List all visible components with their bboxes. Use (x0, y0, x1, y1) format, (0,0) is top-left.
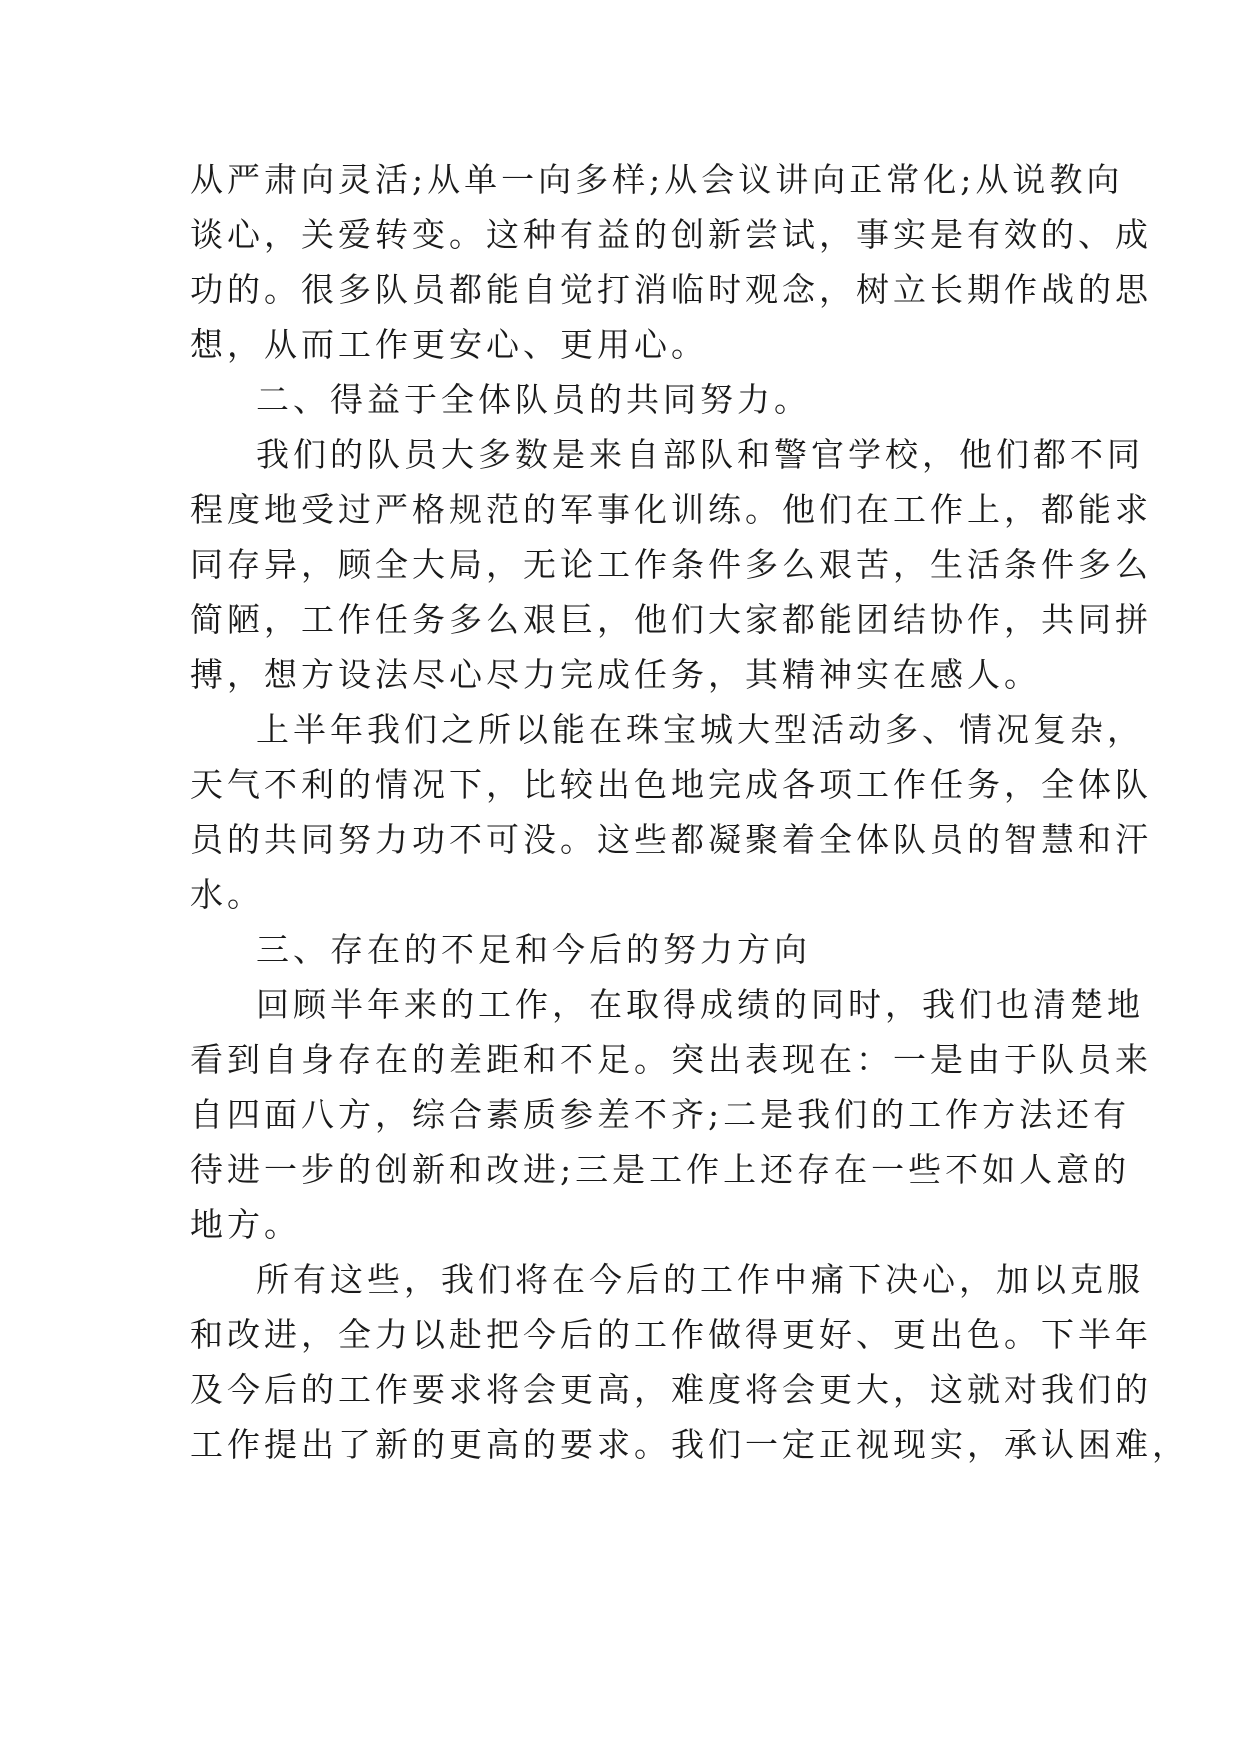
section-heading: 二、得益于全体队员的共同努力。 (256, 380, 811, 419)
text-line: 程度地受过严格规范的军事化训练。他们在工作上，都能求 (190, 490, 1152, 529)
text-line: 工作提出了新的更高的要求。我们一定正视现实，承认困难， (190, 1425, 1189, 1464)
text-line: 员的共同努力功不可没。这些都凝聚着全体队员的智慧和汗 (190, 820, 1152, 859)
text-line: 自四面八方，综合素质参差不齐;二是我们的工作方法还有 (190, 1095, 1131, 1134)
section-heading: 三、存在的不足和今后的努力方向 (256, 930, 811, 969)
text-line: 看到自身存在的差距和不足。突出表现在：一是由于队员来 (190, 1040, 1152, 1079)
text-line: 想，从而工作更安心、更用心。 (190, 325, 708, 364)
text-line: 我们的队员大多数是来自部队和警官学校，他们都不同 (256, 435, 1144, 474)
text-line: 简陋，工作任务多么艰巨，他们大家都能团结协作，共同拼 (190, 600, 1152, 639)
text-line: 搏，想方设法尽心尽力完成任务，其精神实在感人。 (190, 655, 1041, 694)
text-line: 地方。 (190, 1205, 301, 1244)
text-line: 天气不利的情况下，比较出色地完成各项工作任务，全体队 (190, 765, 1152, 804)
text-line: 及今后的工作要求将会更高，难度将会更大，这就对我们的 (190, 1370, 1152, 1409)
text-line: 谈心，关爱转变。这种有益的创新尝试，事实是有效的、成 (190, 215, 1152, 254)
text-line: 回顾半年来的工作，在取得成绩的同时，我们也清楚地 (256, 985, 1144, 1024)
text-line: 功的。很多队员都能自觉打消临时观念，树立长期作战的思 (190, 270, 1152, 309)
text-line: 同存异，顾全大局，无论工作条件多么艰苦，生活条件多么 (190, 545, 1152, 584)
text-line: 水。 (190, 875, 264, 914)
text-line: 所有这些，我们将在今后的工作中痛下决心，加以克服 (256, 1260, 1144, 1299)
text-line: 上半年我们之所以能在珠宝城大型活动多、情况复杂， (256, 710, 1144, 749)
text-line: 从严肃向灵活;从单一向多样;从会议讲向正常化;从说教向 (190, 160, 1124, 199)
text-line: 待进一步的创新和改进;三是工作上还存在一些不如人意的 (190, 1150, 1131, 1189)
text-line: 和改进，全力以赴把今后的工作做得更好、更出色。下半年 (190, 1315, 1152, 1354)
